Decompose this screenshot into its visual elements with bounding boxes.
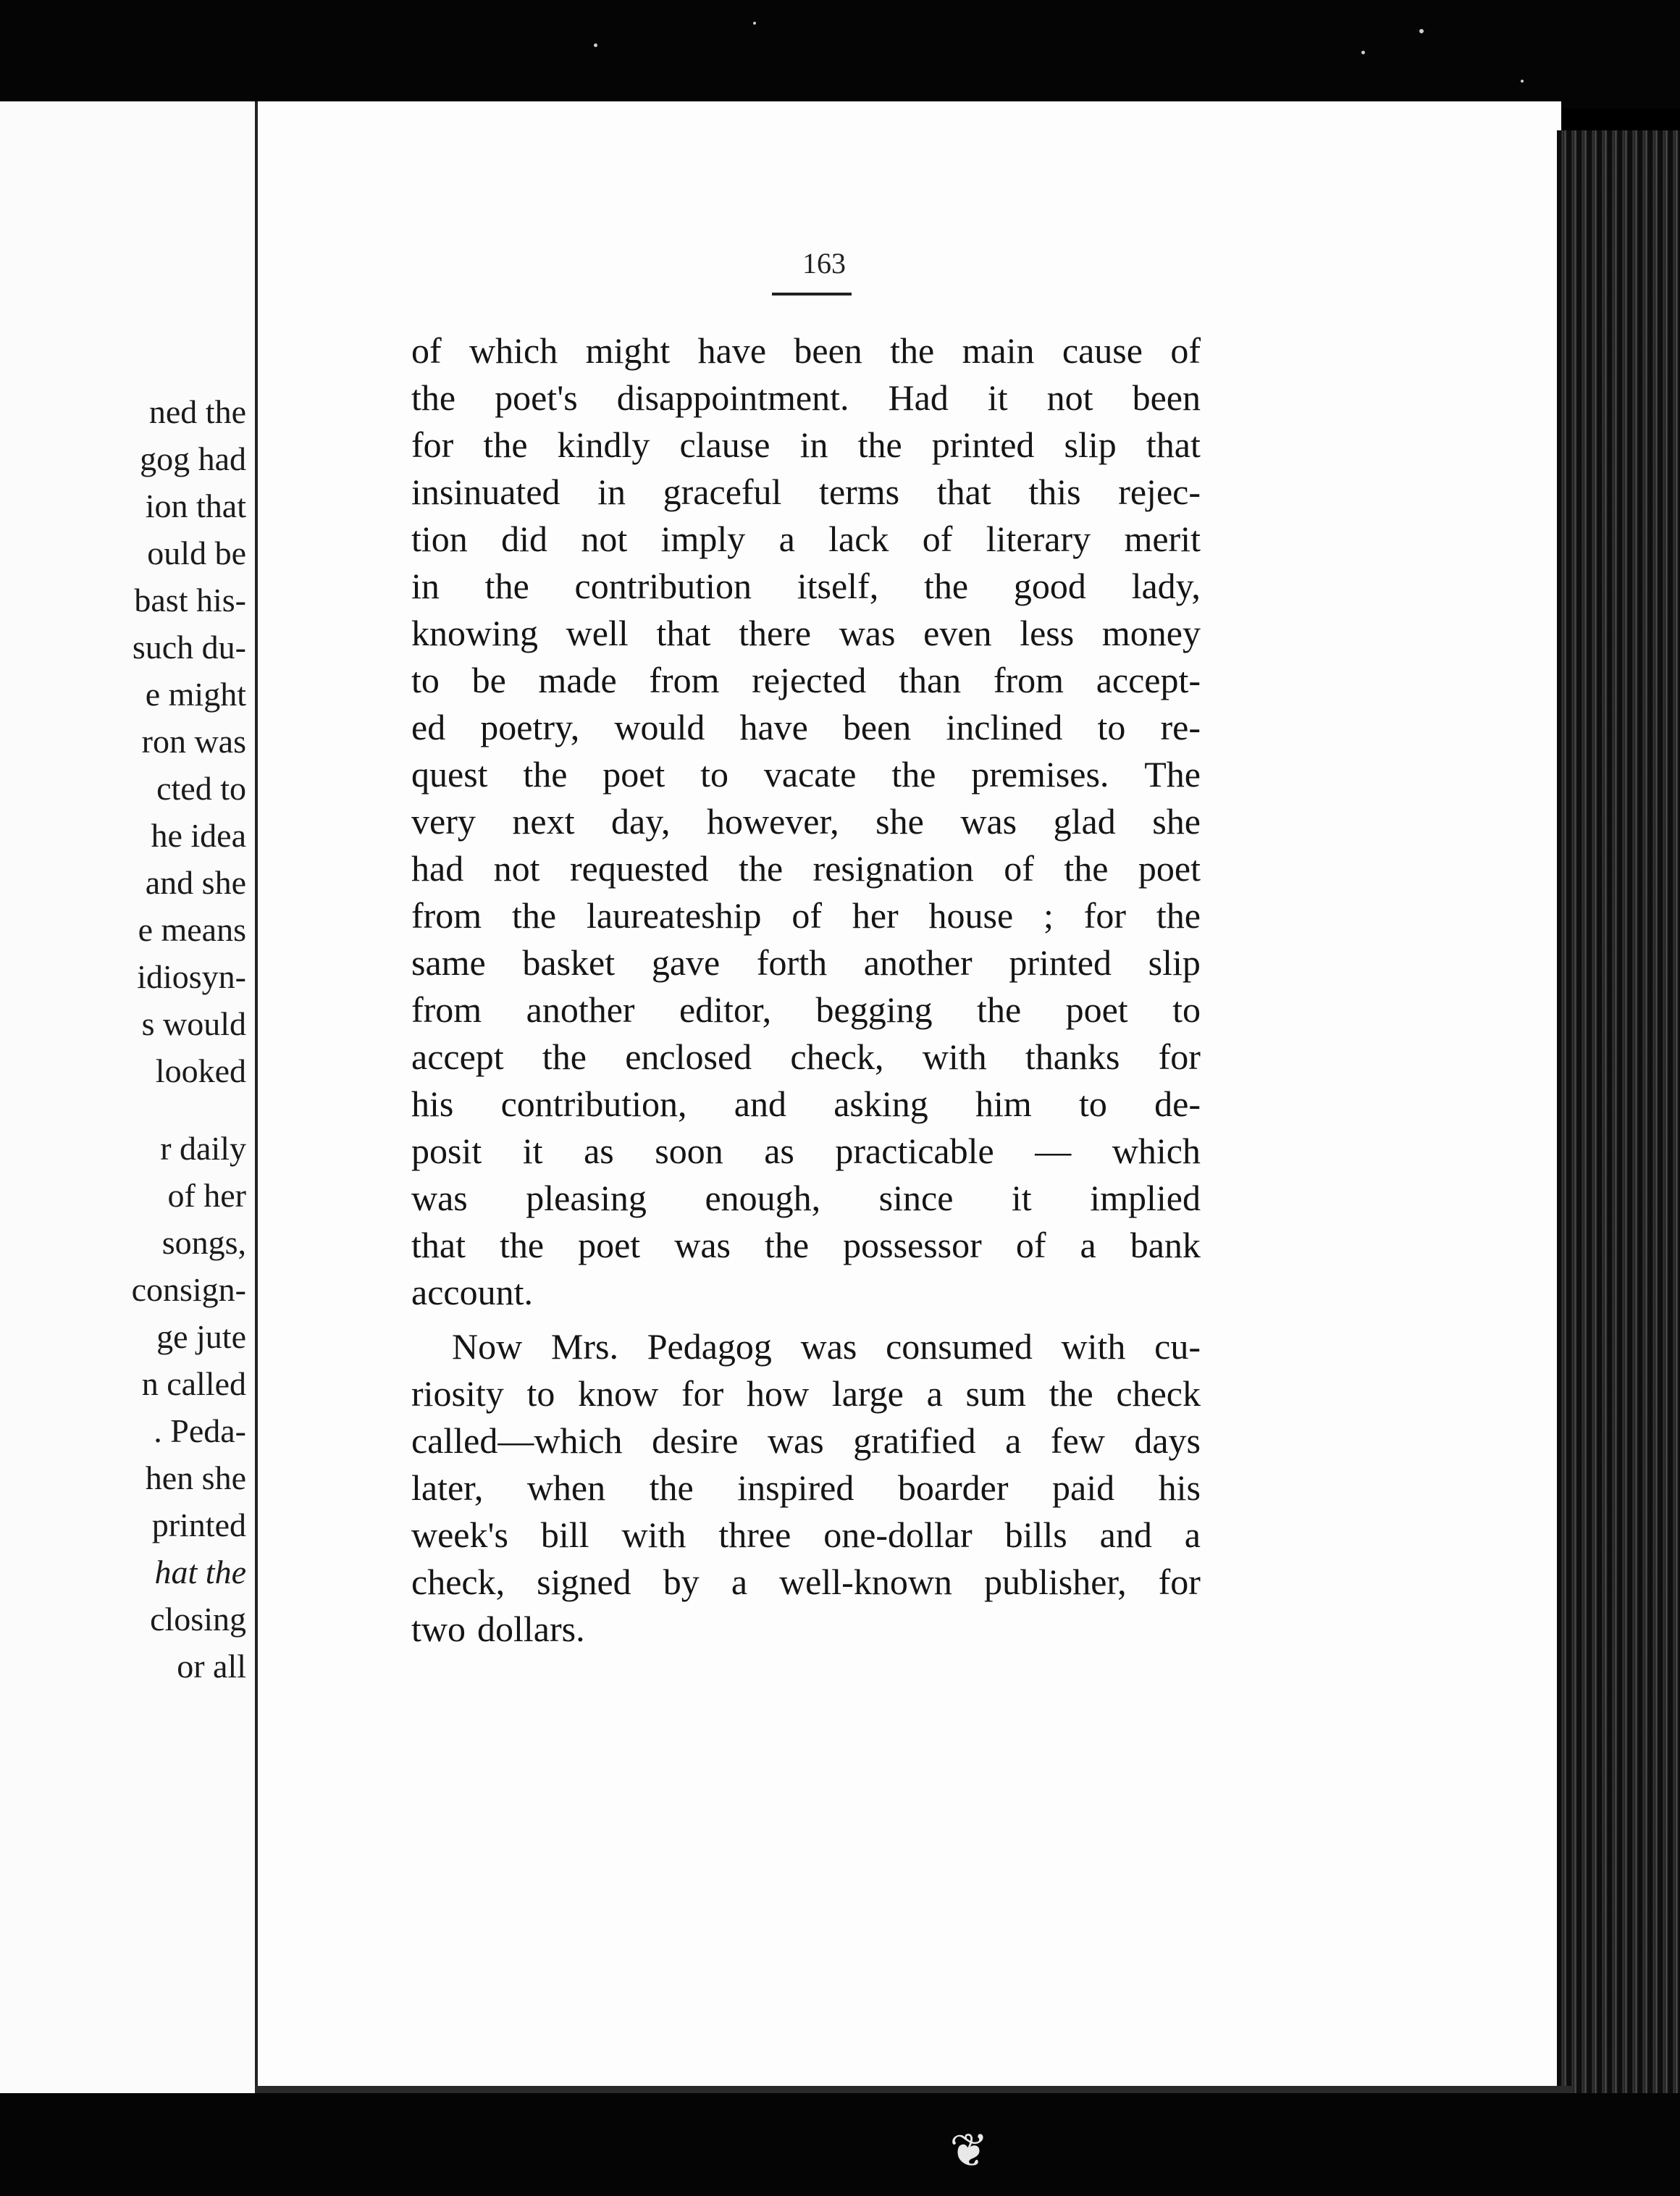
word: however, [706,801,839,842]
top-background [0,0,1680,109]
left-page-line: r daily [160,1130,246,1167]
word: of [1015,1225,1046,1265]
word: enclosed [625,1036,752,1077]
dust-speck [1419,29,1424,33]
left-page-line: idiosyn- [137,958,246,995]
text-line [411,798,1201,845]
word: imply [660,519,746,559]
word: enough, [705,1178,821,1218]
word: money [1101,613,1201,653]
word: a [926,1373,943,1414]
word: poet [578,1225,641,1265]
word: the [542,1036,587,1077]
left-page-text [0,388,246,1690]
dust-speck [1361,51,1365,54]
word: quest [411,754,488,795]
word: a [731,1562,748,1602]
word: clause [679,424,770,465]
word: it [1011,1178,1032,1218]
left-facing-page [0,101,266,2093]
word: ed [411,707,446,747]
word: cu- [1154,1326,1201,1367]
word: inspired [737,1467,854,1508]
text-line [411,751,1201,798]
text-line [411,327,1201,374]
word: vacate [763,754,857,795]
word: terms [819,472,900,512]
word: of [922,519,953,559]
word: The [1144,754,1201,795]
word: days [1134,1420,1201,1461]
word: lady, [1131,566,1201,606]
word: was [411,1178,468,1218]
word: implied [1090,1178,1201,1218]
word: inclined [946,707,1063,747]
left-page-line: e means [138,911,246,948]
word: and [734,1084,786,1124]
word: to [1097,707,1126,747]
word: poet [602,754,665,795]
word: and [1099,1514,1152,1555]
word: rejected [752,660,867,700]
word: the [857,424,902,465]
word: his [1158,1467,1201,1508]
left-page-line: songs, [161,1224,246,1261]
word: as [584,1131,614,1171]
word: of [1170,330,1201,371]
word: him [975,1084,1032,1124]
left-page-line: hen she [145,1459,246,1496]
word: did [501,519,548,559]
word: knowing [411,613,538,653]
word: from [411,989,482,1030]
text-line [411,1512,1201,1559]
text-line [411,1175,1201,1222]
word: in [597,472,626,512]
word: the [484,566,529,606]
word: in [411,566,440,606]
text-line [411,1323,1201,1370]
word: two [411,1609,466,1649]
word: cause [1062,330,1143,371]
word: laureateship [586,895,762,936]
text-line [411,1559,1201,1606]
word: with [621,1514,686,1555]
word: poet [1138,848,1201,889]
left-page-line: hat the [154,1554,246,1591]
word: how [747,1373,810,1414]
word: gratified [853,1420,976,1461]
word: account. [411,1272,533,1312]
word: for [411,424,454,465]
word: large [831,1373,904,1414]
text-line [411,1417,1201,1464]
word: the [923,566,969,606]
word: accept [411,1036,504,1077]
page-body-text [411,327,1201,1653]
word: check, [790,1036,884,1077]
text-line [411,986,1201,1034]
word: to [1079,1084,1107,1124]
word: the [512,895,557,936]
word: than [899,660,962,700]
word: to [526,1373,555,1414]
word: from [649,660,720,700]
word: as [764,1131,794,1171]
word: resignation [812,848,974,889]
word: requested [570,848,709,889]
word: was [767,1420,824,1461]
word: would [614,707,705,747]
word: re- [1160,707,1201,747]
word: posit [411,1131,482,1171]
word: her [852,895,899,936]
word: tion [411,519,468,559]
word: the [1064,848,1109,889]
word: well [566,613,629,653]
word: was [800,1326,857,1367]
word: basket [522,942,616,983]
word: poetry, [480,707,580,747]
word: boarder [897,1467,1009,1508]
word: for [1158,1036,1201,1077]
left-page-line: cted to [156,770,246,807]
word: another [863,942,973,983]
word: three [718,1514,791,1555]
word: bank [1130,1225,1201,1265]
word: later, [411,1467,484,1508]
word: the [739,848,784,889]
word: forth [756,942,828,983]
text-line [411,1464,1201,1512]
word: good [1013,566,1086,606]
text-line [411,1269,1201,1316]
left-page-line: he idea [151,817,246,854]
text-line [411,845,1201,892]
left-page-line: bast his- [134,582,246,619]
word: the [411,377,456,418]
text-line [411,516,1201,563]
word: to [700,754,729,795]
text-line [411,1370,1201,1417]
word: it [522,1131,543,1171]
dust-speck [1521,80,1524,83]
word: another [526,989,635,1030]
text-line [411,939,1201,986]
word: that [1146,424,1201,465]
word: printed [1009,942,1112,983]
left-page-line: such du- [132,629,246,666]
dust-speck [594,43,597,47]
text-line [411,704,1201,751]
word: gave [651,942,721,983]
word: consumed [886,1326,1033,1367]
word: same [411,942,486,983]
word: even [923,613,992,653]
word: disappointment. [616,377,849,418]
word: insinuated [411,472,560,512]
left-page-line: closing [150,1601,246,1638]
word: possessor [843,1225,982,1265]
text-line [411,1606,1201,1653]
word: contribution [574,566,752,606]
word: main [962,330,1035,371]
word: be [471,660,506,700]
word: editor, [679,989,772,1030]
word: for [1158,1562,1201,1602]
bottom-background [0,2093,1680,2196]
word: merit [1124,519,1201,559]
word: poet [1065,989,1128,1030]
word: the [1049,1373,1093,1414]
word: rejec- [1118,472,1201,512]
word: publisher, [983,1562,1127,1602]
word: very [411,801,476,842]
left-page-line: ion that [145,487,246,524]
text-line [411,657,1201,704]
word: that [411,1225,466,1265]
word: check [1116,1373,1201,1414]
word: Mrs. [550,1326,618,1367]
left-page-line: s would [141,1005,246,1042]
word: literary [986,519,1091,559]
word: a [1080,1225,1096,1265]
word: well-known [779,1562,952,1602]
word: that [936,472,991,512]
word: been [1132,377,1201,418]
left-page-line: n called [141,1365,246,1402]
word: dollars. [477,1609,585,1649]
word: printed [931,424,1035,465]
left-page-line: . Peda- [154,1412,246,1449]
left-page-line: e might [145,676,246,713]
word: slip [1148,942,1201,983]
word: lack [828,519,889,559]
word: know [578,1373,659,1414]
left-page-line: ge jute [156,1318,246,1355]
text-line [411,610,1201,657]
word: accept- [1096,660,1201,700]
word: the [649,1467,694,1508]
ornament-icon: ❦ [949,2125,988,2176]
dust-speck [753,22,756,25]
word: desire [652,1420,739,1461]
word: to [411,660,440,700]
word: Had [888,377,949,418]
word: house [928,895,1014,936]
word: been [794,330,862,371]
word: of [791,895,822,936]
word: de- [1154,1084,1201,1124]
book-page-edges [1557,130,1680,2100]
left-page-line: ron was [141,723,246,760]
word: day, [611,801,671,842]
left-page-line: looked [155,1052,246,1089]
word: ; [1043,895,1054,936]
word: the [1156,895,1201,936]
word: might [585,330,671,371]
word: not [581,519,628,559]
word: not [493,848,540,889]
word: itself, [797,566,879,606]
text-line [411,892,1201,939]
text-line [411,1081,1201,1128]
word: few [1050,1420,1105,1461]
word: of [1004,848,1034,889]
word: soon [655,1131,723,1171]
page-number-rule [772,293,852,296]
text-line [411,1128,1201,1175]
word: with [922,1036,987,1077]
left-page-line: ned the [148,393,246,430]
word: the [765,1225,810,1265]
word: been [842,707,912,747]
text-line [411,422,1201,469]
word: bill [540,1514,589,1555]
word: paid [1052,1467,1115,1508]
word: graceful [663,472,782,512]
word: less [1020,613,1075,653]
word: begging [815,989,933,1030]
text-line [411,1222,1201,1269]
word: in [799,424,828,465]
word: practicable [835,1131,994,1171]
word: slip [1064,424,1117,465]
word: one-dollar [823,1514,973,1555]
text-line [411,374,1201,422]
word: for [681,1373,724,1414]
word: the [890,330,935,371]
page-number: 163 [802,247,846,280]
text-line [411,563,1201,610]
left-page-line: consign- [131,1271,246,1308]
word: for [1083,895,1127,936]
word: the [500,1225,545,1265]
left-page-line: gog had [140,440,246,477]
word: Pedagog [647,1326,772,1367]
word: riosity [411,1373,504,1414]
word: his [411,1084,454,1124]
word: since [878,1178,954,1218]
word: glad [1053,801,1116,842]
word: Now [452,1326,523,1367]
word: pleasing [526,1178,647,1218]
word: was [960,801,1017,842]
text-line [411,469,1201,516]
word: a [1005,1420,1022,1461]
word: which [469,330,558,371]
word: a [778,519,795,559]
word: that [656,613,711,653]
word: poet's [495,377,578,418]
word: the [523,754,568,795]
word: was [839,613,896,653]
word: premises. [971,754,1109,795]
word: made [538,660,617,700]
word: kindly [557,424,650,465]
word: she [1152,801,1201,842]
word: next [512,801,575,842]
word: a [1184,1514,1201,1555]
left-page-line: of her [167,1177,246,1214]
word: when [526,1467,606,1508]
word: the [891,754,936,795]
word: from [411,895,482,936]
word: she [875,801,924,842]
word: sum [965,1373,1026,1414]
word: this [1028,472,1081,512]
left-page-line: and she [145,864,246,901]
word: to [1172,989,1201,1030]
word: there [739,613,812,653]
left-page-line: printed [151,1506,246,1543]
word: contribution, [500,1084,687,1124]
left-page-line: ould be [147,535,246,571]
word: it [987,377,1008,418]
word: thanks [1025,1036,1120,1077]
text-line [411,1034,1201,1081]
word: with [1061,1326,1126,1367]
word: signed [537,1562,631,1602]
word: the [483,424,528,465]
word: check, [411,1562,505,1602]
word: not [1046,377,1093,418]
word: which [1112,1131,1201,1171]
word: was [674,1225,731,1265]
word: asking [833,1084,928,1124]
word: by [663,1562,700,1602]
word: the [977,989,1022,1030]
word: bills [1004,1514,1067,1555]
word: had [411,848,464,889]
word: from [993,660,1064,700]
word: of [411,330,442,371]
word: have [697,330,767,371]
left-page-line: or all [177,1648,246,1685]
word: called—which [411,1420,623,1461]
word: week's [411,1514,508,1555]
word: have [739,707,808,747]
word: — [1035,1131,1072,1171]
